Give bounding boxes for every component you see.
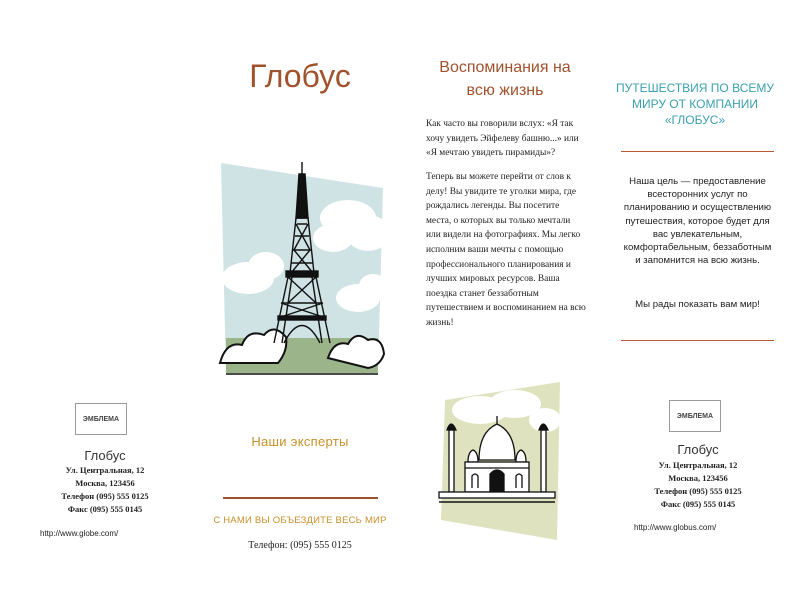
address-city-right: Москва, 123456 <box>668 473 728 483</box>
bottom-divider <box>621 340 774 341</box>
website-link-right[interactable]: http://www.globus.com/ <box>634 523 717 532</box>
intro-paragraph: Как часто вы говорили вслух: «Я так хочу увидеть Эйфелеву башню...» или «Я мечтаю увидеть пирамиды»? <box>426 119 579 159</box>
company-name-right: Глобус <box>677 442 719 457</box>
address-phone-right: Телефон (095) 555 0125 <box>654 486 742 496</box>
closing-line: Мы рады показать вам мир! <box>635 299 760 310</box>
divider-line <box>223 497 378 499</box>
address-block-right <box>613 459 783 511</box>
main-paragraph: Теперь вы можете перейти от слов к делу! Вы увидите те уголки мира, где рождались легенды. Вы посетите места, о которых вы только мечтали или видели на фотографиях. Мы легко исполним ваши мечты с помощью профессионального планирования и лучших мировых ресурсов. Ваша поездка станет беззаботным путешествием и воспоминанием на всю жизнь! <box>426 172 586 328</box>
goal-paragraph: Наша цель — предоставление всесторонних услуг по планированию и осуществлению путешествия, которое будет для вас увлекательным, комфортабельным, беззаботным и запомнится на всю жизнь. <box>623 176 772 267</box>
right-headline-line3: «ГЛОБУС» <box>664 113 726 127</box>
experts-heading: Наши эксперты <box>251 434 349 449</box>
address-city: Москва, 123456 <box>75 478 135 488</box>
brochure-title: Глобус <box>249 58 351 94</box>
address-street: Ул. Центральная, 12 <box>65 465 145 475</box>
address-fax-right: Факс (095) 555 0145 <box>660 499 736 509</box>
address-street-right: Ул. Центральная, 12 <box>658 460 738 470</box>
address-fax: Факс (095) 555 0145 <box>67 504 143 514</box>
logo-placeholder-right: ЭМБЛЕМА <box>669 400 721 432</box>
memories-heading-line1: Воспоминания на <box>439 59 571 76</box>
right-headline <box>600 80 790 128</box>
website-link[interactable]: http://www.globe.com/ <box>40 529 119 538</box>
memories-heading <box>405 56 605 102</box>
cover-phone: Телефон: (095) 555 0125 <box>248 540 352 551</box>
eiffel-tower-illustration <box>218 158 388 386</box>
slogan: С НАМИ ВЫ ОБЪЕЗДИТЕ ВЕСЬ МИР <box>213 515 387 526</box>
memories-heading-line2: всю жизнь <box>466 82 544 99</box>
right-headline-line1: ПУТЕШЕСТВИЯ ПО ВСЕМУ <box>616 81 774 95</box>
address-phone: Телефон (095) 555 0125 <box>61 491 149 501</box>
address-block <box>20 464 190 516</box>
logo-placeholder: ЭМБЛЕМА <box>75 403 127 435</box>
top-divider <box>621 151 774 152</box>
company-name: Глобус <box>84 448 126 463</box>
taj-mahal-illustration <box>435 380 565 542</box>
right-headline-line2: МИРУ ОТ КОМПАНИИ <box>631 97 759 111</box>
